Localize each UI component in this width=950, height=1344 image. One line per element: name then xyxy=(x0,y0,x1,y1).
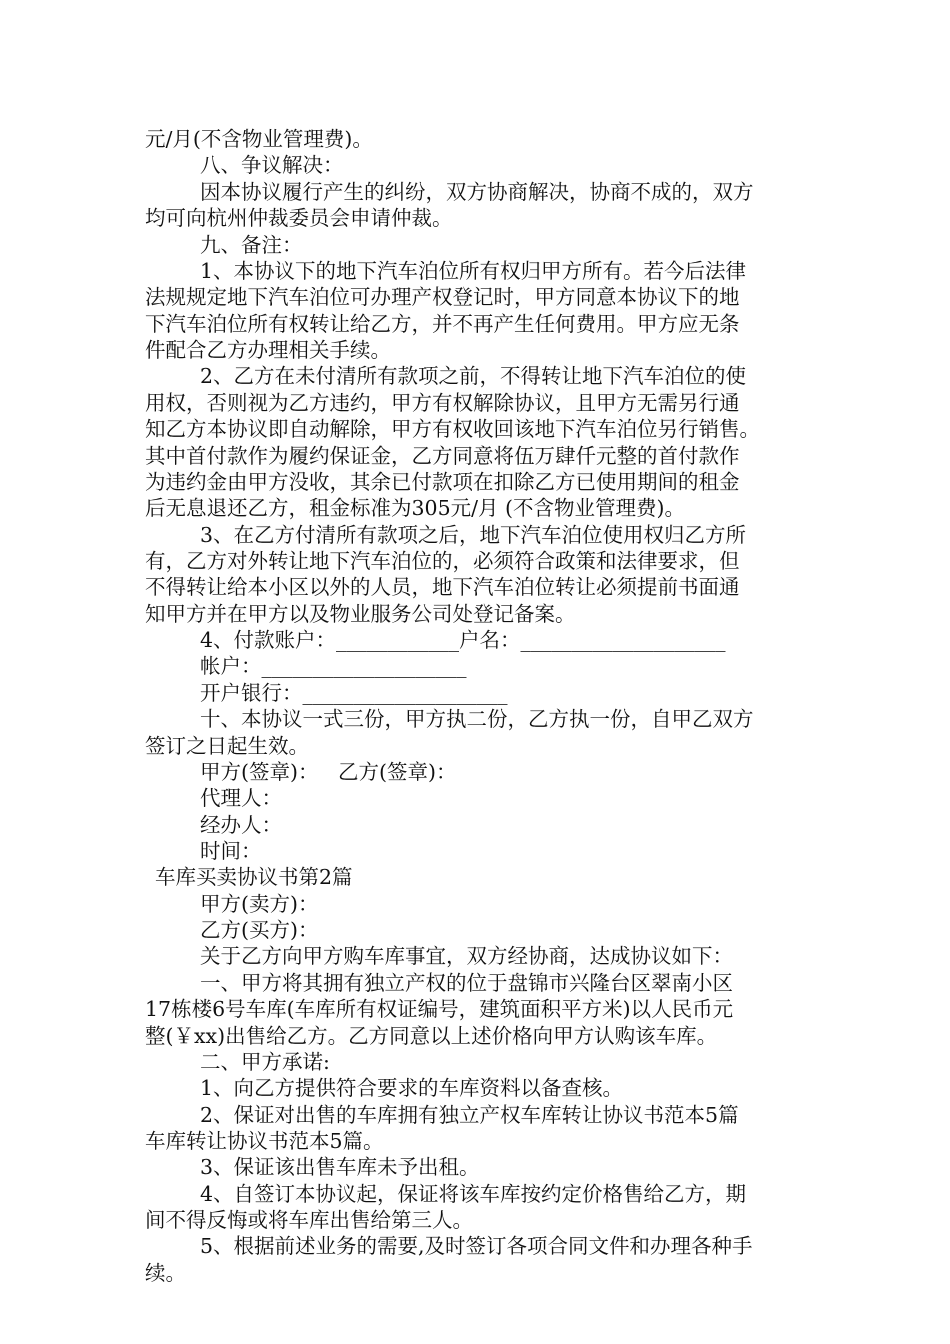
text-line: 2、保证对出售的车库拥有独立产权车库转让协议书范本5篇 xyxy=(200,1103,739,1127)
text-line: 2、乙方在未付清所有款项之前，不得转让地下汽车泊位的使 xyxy=(200,364,747,388)
text-line: 一、甲方将其拥有独立产权的位于盘锦市兴隆台区翠南小区 xyxy=(200,971,733,995)
text-line: 为违约金由甲方没收，其余已付款项在扣除乙方已使用期间的租金 xyxy=(145,470,740,494)
text-line: 1、向乙方提供符合要求的车库资料以备查核。 xyxy=(200,1076,624,1100)
text-line: 有，乙方对外转让地下汽车泊位的，必须符合政策和法律要求，但 xyxy=(145,549,740,573)
text-line: 其中首付款作为履约保证金，乙方同意将伍万肆仟元整的首付款作 xyxy=(145,444,740,468)
text-line: 下汽车泊位所有权转让给乙方，并不再产生任何费用。甲方应无条 xyxy=(145,312,740,336)
signature-line: 甲方(签章)： 乙方(签章)： xyxy=(200,760,457,784)
section-heading: 八、争议解决： xyxy=(200,153,344,177)
text-line: 3、保证该出售车库未予出租。 xyxy=(200,1155,480,1179)
text-line: 续。 xyxy=(145,1261,186,1285)
text-line: 3、在乙方付清所有款项之后，地下汽车泊位使用权归乙方所 xyxy=(200,523,747,547)
text-line: 签订之日起生效。 xyxy=(145,734,309,758)
text-line: 法规规定地下汽车泊位可办理产权登记时，甲方同意本协议下的地 xyxy=(145,285,740,309)
section-heading: 九、备注： xyxy=(200,233,303,257)
text-line: 车库转让协议书范本5篇。 xyxy=(145,1129,384,1153)
text-line: 件配合乙方办理相关手续。 xyxy=(145,338,391,362)
section-heading: 二、甲方承诺: xyxy=(200,1050,330,1074)
text-line: 知乙方本协议即自动解除，甲方有权收回该地下汽车泊位另行销售。 xyxy=(145,417,760,441)
text-line: 用权，否则视为乙方违约，甲方有权解除协议，且甲方无需另行通 xyxy=(145,391,740,415)
agent-line: 代理人： xyxy=(200,786,282,810)
text-line: 1、本协议下的地下汽车泊位所有权归甲方所有。若今后法律 xyxy=(200,259,747,283)
text-line: 间不得反悔或将车库出售给第三人。 xyxy=(145,1208,473,1232)
text-line: 不得转让给本小区以外的人员，地下汽车泊位转让必须提前书面通 xyxy=(145,575,740,599)
account-number-line: 帐户：____________________ xyxy=(200,654,467,678)
text-line: 元/月(不含物业管理费)。 xyxy=(145,127,373,151)
text-line: 5、根据前述业务的需要,及时签订各项合同文件和办理各种手 xyxy=(200,1234,753,1258)
text-line: 十、本协议一式三份，甲方执二份，乙方执一份，自甲乙双方 xyxy=(200,707,754,731)
text-line: 因本协议履行产生的纠纷，双方协商解决，协商不成的，双方 xyxy=(200,180,754,204)
article-title: 车库买卖协议书第2篇 xyxy=(155,865,353,889)
payment-account-line: 4、付款账户：____________户名：____________________ xyxy=(200,628,726,652)
text-line: 均可向杭州仲裁委员会申请仲裁。 xyxy=(145,206,453,230)
date-line: 时间： xyxy=(200,839,262,863)
text-line: 知甲方并在甲方以及物业服务公司处登记备案。 xyxy=(145,602,576,626)
party-b-line: 乙方(买方)： xyxy=(200,918,319,942)
handler-line: 经办人： xyxy=(200,813,282,837)
bank-line: 开户银行：____________________ xyxy=(200,681,508,705)
party-a-line: 甲方(卖方)： xyxy=(200,892,319,916)
text-line: 17栋楼6号车库(车库所有权证编号，建筑面积平方米)以人民币元 xyxy=(145,997,734,1021)
text-line: 关于乙方向甲方购车库事宜，双方经协商，达成协议如下： xyxy=(200,944,733,968)
text-line: 后无息退还乙方，租金标准为305元/月 (不含物业管理费)。 xyxy=(145,496,686,520)
text-line: 整(￥xx)出售给乙方。乙方同意以上述价格向甲方认购该车库。 xyxy=(145,1024,718,1048)
text-line: 4、自签订本协议起，保证将该车库按约定价格售给乙方，期 xyxy=(200,1182,747,1206)
